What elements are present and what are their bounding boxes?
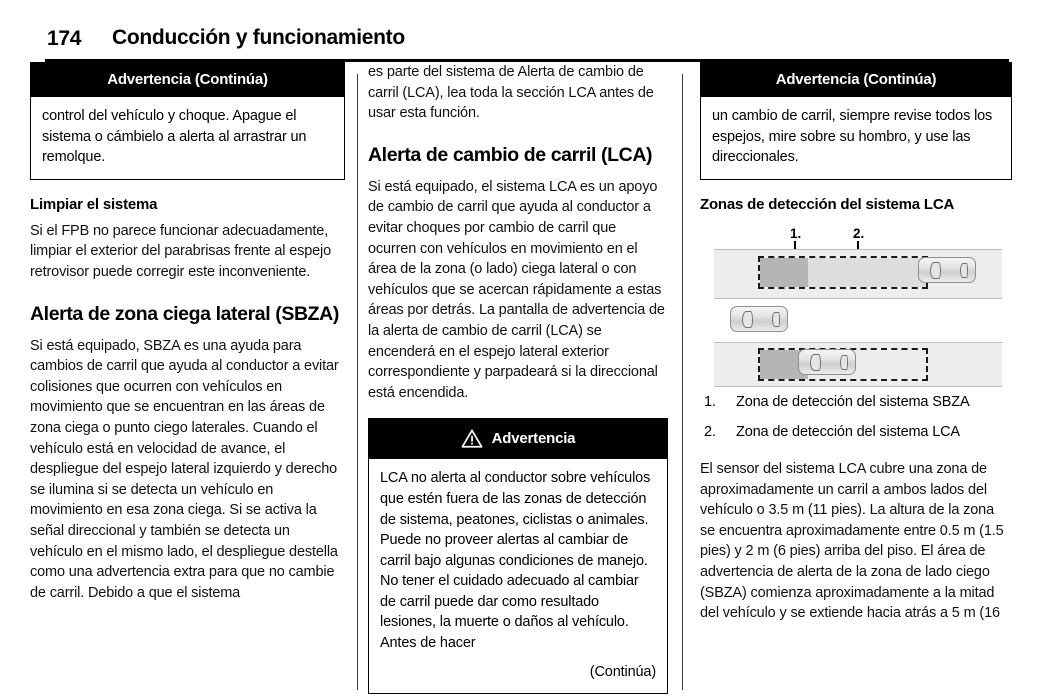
list-item-number: 1. <box>704 393 716 410</box>
subheading-limpiar-el-sistema: Limpiar el sistema <box>30 195 158 213</box>
warning-box-body <box>31 97 344 179</box>
paragraph-sensor-lca: El sensor del sistema LCA cubre una zona de aproximadamente un carril a ambos lados del vehículo o 3.5 m (11 pies). La altura de la zona se encuentra aproximadamente entre 0.5 m (1.5 pies) y 2 m (6 pies) arriba del piso. El área de advertencia de alerta de la zona de lado ciego (SBZA) comienza aproximadamente a la mitad del vehículo y se extiende hacia atrás a 5 m (16 <box>700 460 1004 622</box>
lca-detection-zones-diagram <box>706 227 1006 382</box>
continued-label: (Continúa) <box>589 663 656 680</box>
car-icon-other-middle <box>730 306 788 332</box>
page-number: 174 <box>47 27 82 50</box>
warning-box-text: LCA no alerta al conductor sobre vehículos que estén fuera de las zonas de detección de sistema, peatones, ciclistas o animales. Puede no proveer alertas al cambiar de carril bajo algunas condiciones de manejo. No tener el cuidado adecuado al cambiar de carril puede dar como resultado lesiones, la muerte o daños al vehículo. Antes de hacer <box>380 470 651 652</box>
windshield-shape <box>930 262 941 279</box>
warning-box-advertencia <box>368 418 668 694</box>
diagram-legend-list <box>700 392 1012 443</box>
column-divider-2 <box>682 74 683 690</box>
list-item-label: Zona de detección del sistema SBZA <box>736 393 970 410</box>
warning-box-body <box>701 97 1011 179</box>
list-item <box>700 422 1012 443</box>
callout-number-1: 1. <box>790 225 802 241</box>
windshield-shape <box>742 311 753 328</box>
callout-number-2: 2. <box>853 225 865 241</box>
list-item <box>700 392 1012 413</box>
page-header <box>0 0 1054 62</box>
heading-sbza: Alerta de zona ciega lateral (SBZA) <box>30 302 339 325</box>
column-divider-1 <box>357 74 358 690</box>
warning-box-continued-2 <box>700 62 1012 180</box>
rear-window-shape <box>840 355 848 370</box>
warning-box-title-row <box>369 419 667 459</box>
detection-zone-outline-top <box>758 256 928 289</box>
column-3 <box>700 62 1012 700</box>
rear-window-shape <box>772 312 780 327</box>
warning-box-title: Advertencia <box>491 430 576 448</box>
paragraph-lca: Si está equipado, el sistema LCA es un apoyo de cambio de carril que ayuda al conductor a evitar choques por cambio de carril que ocurren con vehículos en movimiento en el área de la zona (o lado) ciega lateral o con vehículos que se acercan rápidamente a estas áreas por detrás. La pantalla de advertencia de la alerta de cambio de carril (LCA) se encenderá en el espejo lateral exterior correspondiente y parpadeará si la direccional está encendida. <box>368 178 665 401</box>
windshield-shape <box>810 354 821 371</box>
car-icon-ego-bottom <box>798 349 856 375</box>
paragraph-sbza: Si está equipado, SBZA es una ayuda para cambios de carril que ayuda al conductor a evitar colisiones que ocurren con vehículos en movimiento que se encuentran en las áreas de zona ciega o punto ciego laterales. Cuando el vehículo está en velocidad de avance, el despliegue del espejo lateral izquierdo y derecho se ilumina si se detecta un vehículo en movimiento en esa zona ciega. Si se activa la señal direccional y también se detecta un vehículo en el mismo lado, el despliegue destella como una advertencia extra para que no cambie de carril. Debido a que el sistema <box>30 337 339 601</box>
warning-box-text: control del vehículo y choque. Apague el sistema o cámbielo a alerta al arrastrar un remolque. <box>42 108 307 166</box>
rear-window-shape <box>960 263 968 278</box>
content-columns <box>0 62 1054 700</box>
list-item-label: Zona de detección del sistema LCA <box>736 424 960 441</box>
warning-triangle-icon <box>461 429 483 448</box>
paragraph-continued-sbza: es parte del sistema de Alerta de cambio de carril (LCA), lea toda la sección LCA antes de usar esta función. <box>368 64 654 122</box>
warning-box-continued-1 <box>30 62 345 180</box>
list-item-number: 2. <box>704 424 716 441</box>
car-icon-ego-top <box>918 257 976 283</box>
subheading-zonas-deteccion: Zonas de detección del sistema LCA <box>700 195 955 213</box>
warning-box-body <box>369 459 667 693</box>
chapter-title: Conducción y funcionamiento <box>112 26 405 49</box>
heading-lca: Alerta de cambio de carril (LCA) <box>368 143 653 166</box>
paragraph-limpiar: Si el FPB no parece funcionar adecuadamente, limpiar el exterior del parabrisas frente al espejo retrovisor puede corregir este inconveniente. <box>30 222 332 280</box>
warning-box-title: Advertencia (Continúa) <box>701 63 1011 97</box>
warning-box-title: Advertencia (Continúa) <box>31 63 344 97</box>
warning-box-text: un cambio de carril, siempre revise todos los espejos, mire sobre su hombro, y use las direccionales. <box>712 108 993 166</box>
column-2 <box>368 62 668 700</box>
column-1 <box>30 62 345 700</box>
